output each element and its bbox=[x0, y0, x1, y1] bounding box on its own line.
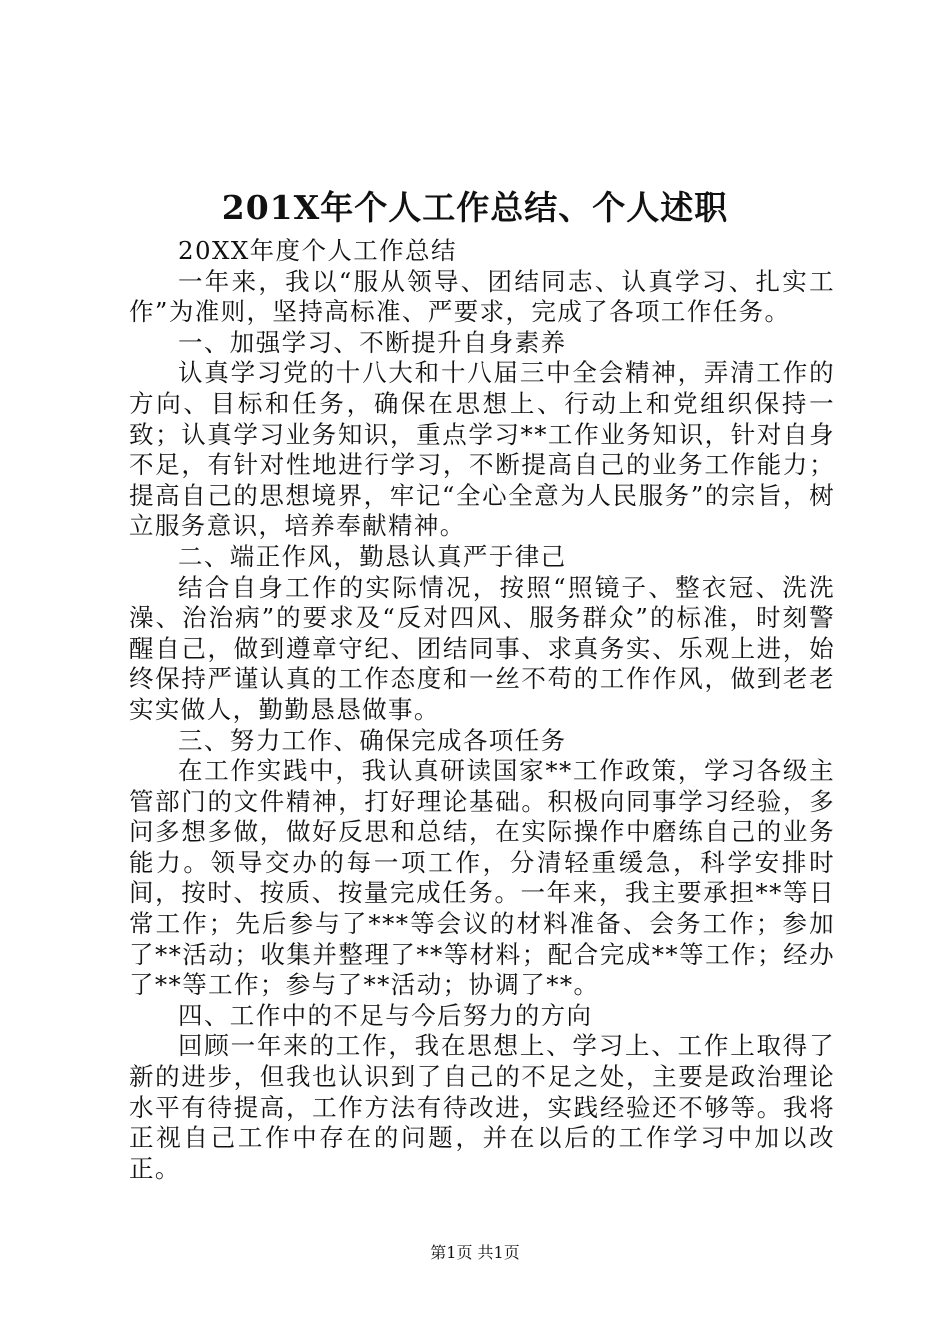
document-body bbox=[129, 236, 835, 1184]
paragraph-subtitle: 20XX年度个人工作总结 bbox=[178, 236, 457, 265]
section-body-2: 结合自身工作的实际情况，按照“照镜子、整衣冠、洗洗澡、治治病”的要求及“反对四风、服务群众”的标准，时刻警醒自己，做到遵章守纪、团结同事、求真务实、乐观上进，始终保持严谨认真的工作态度和一丝不苟的工作作风，做到老老实实做人，勤勤恳恳做事。 bbox=[129, 572, 835, 724]
document-title: 201X年个人工作总结、个人述职 bbox=[221, 188, 729, 227]
section-heading-4: 四、工作中的不足与今后努力的方向 bbox=[178, 1000, 593, 1030]
section-body-4: 回顾一年来的工作，我在思想上、学习上、工作上取得了新的进步，但我也认识到了自己的不足之处，主要是政治理论水平有待提高，工作方法有待改进，实践经验还不够等。我将正视自己工作中存在的问题，并在以后的工作学习中加以改正。 bbox=[129, 1031, 835, 1183]
section-body-1: 认真学习党的十八大和十八届三中全会精神，弄清工作的方向、目标和任务，确保在思想上、行动上和党组织保持一致；认真学习业务知识，重点学习**工作业务知识，针对自身不足，有针对性地进行学习，不断提高自己的业务工作能力；提高自己的思想境界，牢记“全心全意为人民服务”的宗旨，树立服务意识，培养奉献精神。 bbox=[129, 358, 835, 541]
section-heading-2: 二、端正作风，勤恳认真严于律己 bbox=[178, 541, 567, 571]
page-footer: 第1页 共1页 bbox=[430, 1243, 520, 1262]
section-body-3: 在工作实践中，我认真研读国家**工作政策，学习各级主管部门的文件精神，打好理论基础。积极向同事学习经验，多问多想多做，做好反思和总结，在实际操作中磨练自己的业务能力。领导交办的每一项工作，分清轻重缓急，科学安排时间，按时、按质、按量完成任务。一年来，我主要承担**等日常工作；先后参与了***等会议的材料准备、会务工作；参加了**活动；收集并整理了**等材料；配合完成**等工作；经办了**等工作；参与了**活动；协调了**。 bbox=[129, 756, 835, 1000]
section-heading-1: 一、加强学习、不断提升自身素养 bbox=[178, 327, 567, 357]
paragraph-intro: 一年来，我以“服从领导、团结同志、认真学习、扎实工作”为准则，坚持高标准、严要求，完成了各项工作任务。 bbox=[129, 266, 835, 327]
section-heading-3: 三、努力工作、确保完成各项任务 bbox=[178, 725, 567, 755]
